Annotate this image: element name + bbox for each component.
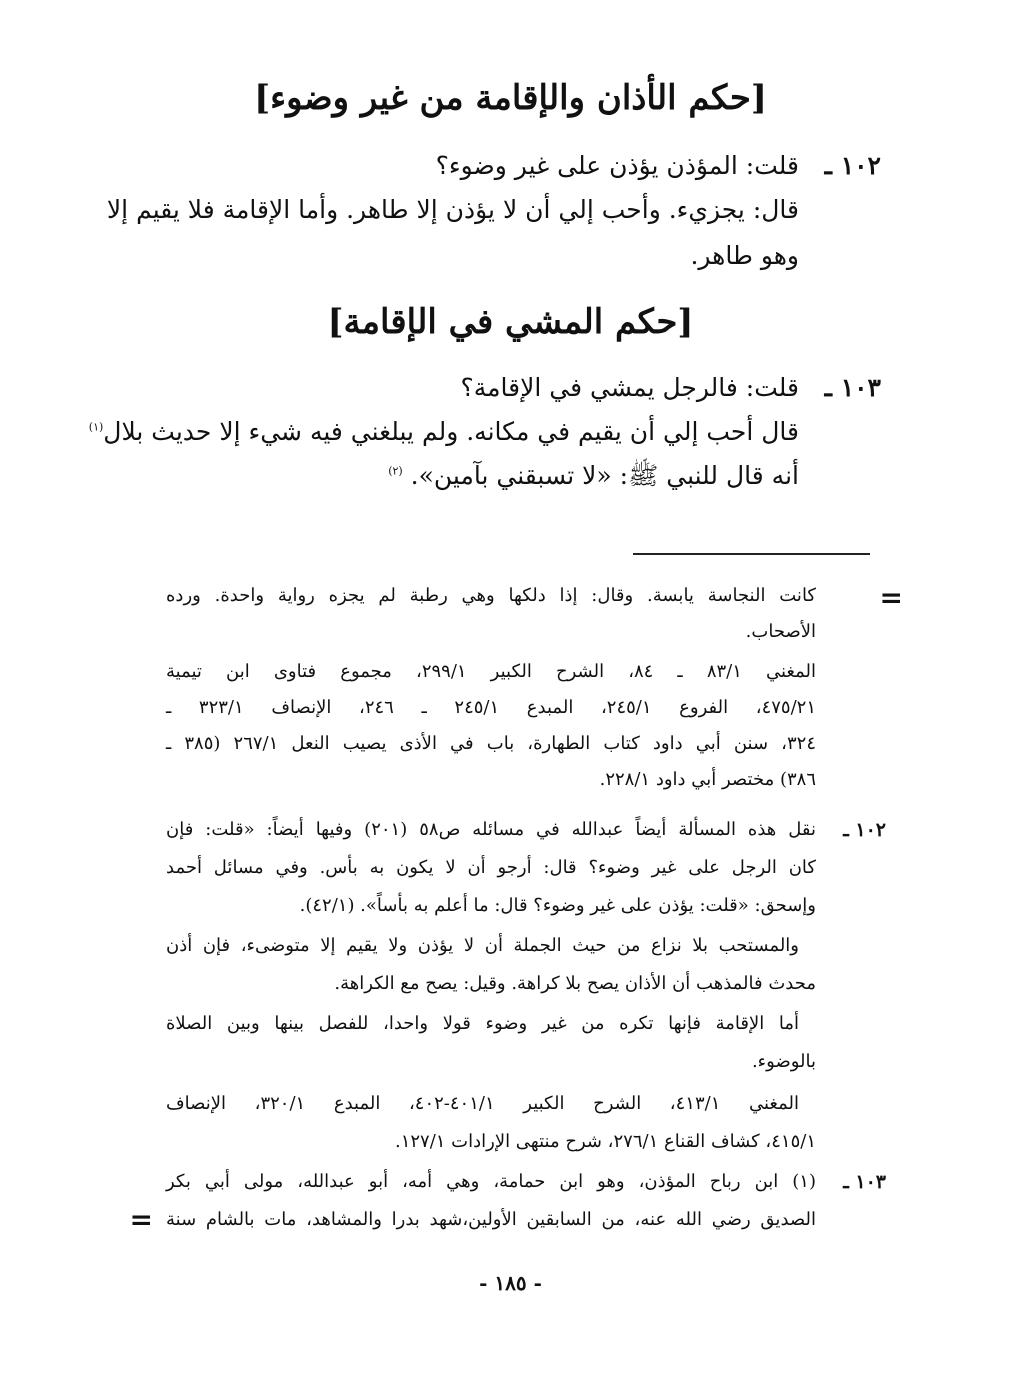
answer-text	[88, 412, 799, 452]
question-text: قلت: المؤذن يؤذن على غير وضوء؟	[435, 151, 799, 180]
footnote-separator	[633, 553, 870, 555]
question-text: قلت: فالرجل يمشي في الإقامة؟	[460, 373, 799, 402]
footnote-line: المغني ٤١٣/١، الشرح الكبير ٤٠١/١-٤٠٢، المبدع ٣٢٠/١، الإنصاف	[166, 1093, 800, 1114]
footnote-number: ١٠٢ ـ	[843, 819, 886, 841]
footnote-line: وإسحق: «قلت: يؤذن على غير وضوء؟ قال: ما أعلم به بأساً». (٤٢/١).	[299, 895, 816, 916]
answer-text-part: قال أحب إلي أن يقيم في مكانه. ولم يبلغني فيه شيء إلا حديث بلال	[103, 417, 799, 446]
footnote-line: الأصحاب.	[745, 621, 816, 642]
footnote-line: ٣٨٦) مختصر أبي داود ٢٢٨/١.	[599, 769, 816, 790]
footnote-ref: (٢)	[388, 464, 403, 478]
footnote-line: أما الإقامة فإنها تكره من غير وضوء قولا واحدا، للفصل بينها وبين الصلاة	[166, 1013, 799, 1034]
section-heading: [حكم الأذان والإقامة من غير وضوء]	[254, 78, 767, 118]
footnote-line: ٤١٥/١، كشاف القناع ٢٧٦/١، شرح منتهى الإرادات ١٢٧/١.	[394, 1131, 816, 1152]
issue-number: ١٠٢ ـ	[824, 151, 881, 180]
continuation-mark: =	[879, 581, 903, 614]
continuation-mark: =	[129, 1203, 153, 1236]
footnote-ref: (١)	[88, 420, 104, 434]
answer-text: وهو طاهر.	[690, 241, 799, 270]
footnote-line: نقل هذه المسألة أيضاً عبدالله في مسائله ص٥٨ (٢٠١) وفيها أيضاً: «قلت: فإن	[166, 819, 817, 840]
footnote-line: (١) ابن رباح المؤذن، وهو ابن حمامة، وهي أمه، أبو عبدالله، مولى أبي بكر	[166, 1171, 816, 1192]
footnote-line: المغني ٨٣/١ ـ ٨٤، الشرح الكبير ٢٩٩/١، مجموع فتاوى ابن تيمية	[166, 661, 816, 682]
footnote-line: ٤٧٥/٢١، الفروع ٢٤٥/١، المبدع ٢٤٥/١ ـ ٢٤٦، الإنصاف ٣٢٣/١ ـ	[166, 697, 816, 718]
footnote-line: بالوضوء.	[751, 1051, 816, 1072]
section-heading: [حكم المشي في الإقامة]	[327, 302, 694, 342]
answer-text: قال: يجزيء. وأحب إلي أن لا يؤذن إلا طاهر. وأما الإقامة فلا يقيم إلا	[106, 195, 799, 224]
answer-text	[388, 456, 799, 496]
footnote-line: كانت النجاسة يابسة. وقال: إذا دلكها وهي رطبة لم يجزه رواية واحدة. ورده	[166, 585, 816, 606]
footnote-line: ٣٢٤، سنن أبي داود كتاب الطهارة، باب في الأذى يصيب النعل ٢٦٧/١ (٣٨٥ ـ	[166, 733, 817, 754]
footnote-line: والمستحب بلا نزاع من حيث الجملة أن لا يؤذن ولا يقيم إلا متوضىء، فإن أذن	[166, 935, 799, 956]
footnote-line: الصديق رضي الله عنه، من السابقين الأولين،شهد بدرا والمشاهد، مات بالشام سنة	[166, 1209, 816, 1230]
footnote-line: كان الرجل على غير وضوء؟ قال: أرجو أن لا يكون به بأس. وفي مسائل أحمد	[166, 857, 816, 878]
issue-number: ١٠٣ ـ	[824, 373, 881, 402]
footnote-number: ١٠٣ ـ	[843, 1171, 886, 1193]
answer-text-part: أنه قال للنبي ﷺ: «لا تسبقني بآمين».	[410, 461, 799, 490]
page-number: - ١٨٥ -	[479, 1271, 542, 1295]
footnote-line: محدث فالمذهب أن الأذان يصح بلا كراهة. وقيل: يصح مع الكراهة.	[334, 973, 816, 994]
